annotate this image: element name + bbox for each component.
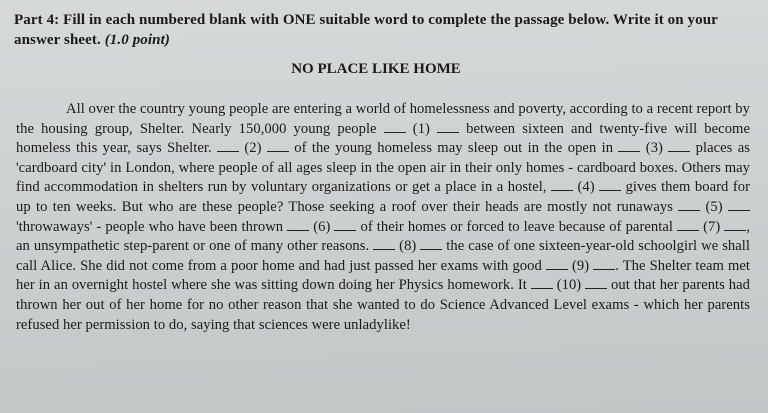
blank-5-line — [728, 198, 750, 211]
blank-7-line — [724, 218, 746, 231]
blank-9-number: (9) — [571, 257, 590, 274]
blank-6-line — [334, 218, 356, 231]
passage — [16, 100, 750, 335]
passage-text: out that her parents had thrown her out of her home for no other reason that she wanted to do Science Advanced Level exams - which her parents refused her permission to do, saying that sciences were unladylike! — [16, 277, 751, 333]
blank-10-line — [585, 276, 607, 289]
blank-1-line — [384, 120, 406, 133]
passage-title: NO PLACE LIKE HOME — [291, 61, 461, 77]
blank-3-number: (3) — [645, 140, 663, 157]
passage-text: , an unsympathetic step-parent or one of many other reasons. — [16, 218, 750, 255]
passage-text: between sixteen and twenty-five will become homeless this year, says Shelter. — [16, 120, 750, 157]
blank-10-line — [531, 276, 553, 289]
passage-text: . The Shelter team met her in an overnight hostel where she was sitting down doing her Physics homework. It — [16, 257, 750, 294]
instructions-text: Fill in each numbered blank with ONE suitable word to complete the passage below. Write it on your answer sheet. — [14, 12, 718, 48]
blank-7-line — [677, 218, 699, 231]
points-label: (1.0 point) — [104, 32, 170, 48]
blank-4-line — [551, 178, 573, 191]
blank-3-line — [618, 139, 640, 152]
passage-text: places as 'cardboard city' in London, where people of all ages sleep in the open air in their only homes - cardboard boxes. Others may find accommodation in shelters run by voluntary organizations or get a place in a hostel, — [16, 140, 750, 196]
blank-8-line — [373, 237, 395, 250]
blank-1-number: (1) — [412, 120, 430, 137]
blank-9-line — [593, 257, 615, 270]
passage-text: All over the country young people are entering a world of homelessness and poverty, according to a recent report by the housing group, Shelter. Nearly 150,000 young people — [16, 101, 750, 137]
blank-6-number: (6) — [313, 218, 331, 235]
passage-text: of the young homeless may sleep out in the open in — [288, 140, 619, 157]
blank-2-line — [217, 139, 239, 152]
blank-8-line — [420, 237, 442, 250]
blank-5-number: (5) — [705, 198, 723, 215]
blank-3-line — [668, 139, 690, 152]
passage-text: the case of one sixteen-year-old schoolgirl we shall call Alice. She did not come from a poor home and had just passed her exams with good — [16, 238, 751, 274]
blank-4-number: (4) — [577, 179, 595, 196]
passage-text: gives them board for up to ten weeks. But who are these people? Those seeking a roof over their heads are mostly not runaways — [16, 179, 750, 215]
blank-4-line — [599, 178, 621, 191]
instructions — [14, 10, 754, 50]
blank-6-line — [287, 218, 309, 231]
blank-1-line — [437, 120, 459, 133]
blank-2-line — [267, 139, 289, 152]
part-label: Part 4: — [14, 12, 60, 28]
passage-text: 'throwaways' - people who have been thrown — [16, 218, 288, 235]
passage-text: of their homes or forced to leave because of parental — [356, 218, 678, 235]
blank-10-number: (10) — [556, 277, 582, 294]
blank-7-number: (7) — [703, 218, 721, 235]
blank-5-line — [678, 198, 700, 211]
blank-8-number: (8) — [399, 238, 417, 255]
blank-2-number: (2) — [244, 140, 262, 157]
blank-9-line — [546, 257, 568, 270]
